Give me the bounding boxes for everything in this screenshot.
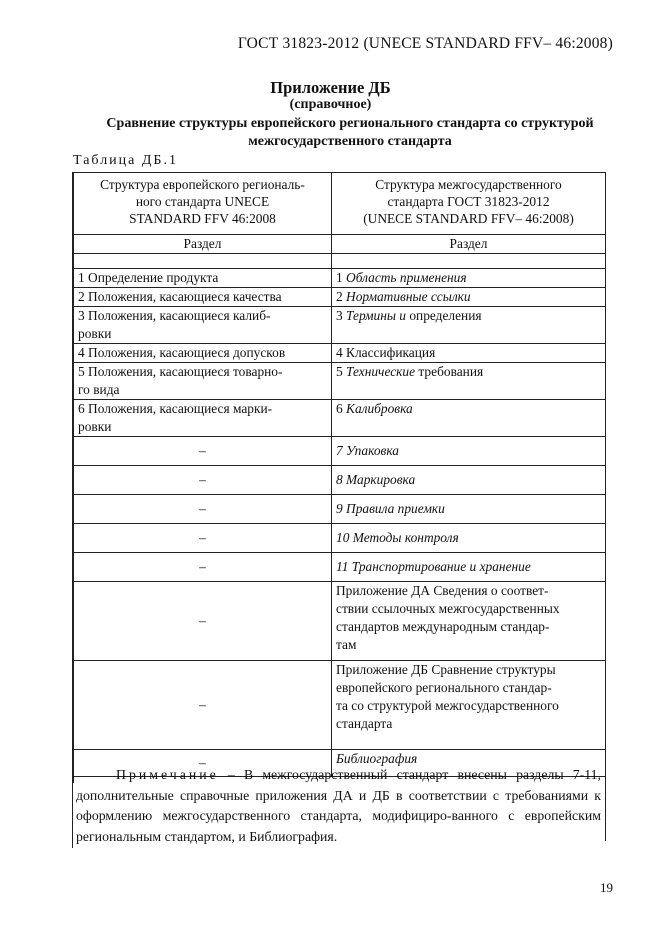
- section-number: 1: [336, 270, 347, 285]
- cell-european-section: –: [74, 495, 332, 524]
- table-row: [74, 307, 606, 344]
- section-title-italic: Калибровка: [346, 401, 413, 416]
- cell-interstate-section: [332, 269, 606, 288]
- section-title-italic: 11 Транспортирование и хранение: [336, 559, 531, 574]
- section-title: определения: [405, 308, 482, 323]
- cell-european-section: –: [74, 750, 332, 777]
- appendix-subtitle: [70, 115, 630, 151]
- cell-interstate-section: [332, 582, 606, 661]
- cell-european-section: 2 Положения, касающиеся качества: [74, 288, 332, 307]
- table-row: [74, 582, 606, 661]
- section-title: Классификация: [346, 345, 436, 360]
- cell-interstate-section: [332, 400, 606, 437]
- section-title: Приложение ДА Сведения о соответ- ствии ссылочных межгосударственных стандартов международным стандар- там: [336, 583, 560, 652]
- cell-interstate-section: [332, 524, 606, 553]
- section-title-italic: Область применения: [346, 270, 467, 285]
- table-row: [74, 363, 606, 400]
- column-header-european-text: Структура европейского региональ- ного стандарта UNECE STANDARD FFV 46:2008: [100, 177, 305, 226]
- spacer-cell-right: [332, 254, 606, 269]
- table-row: [74, 269, 606, 288]
- section-title-italic: 8 Маркировка: [336, 472, 416, 487]
- cell-european-section: –: [74, 582, 332, 661]
- note-text: – В межгосударственный стандарт внесены разделы 7-11, дополнительные справочные приложения ДА и ДБ в соответствии с требованиями к оформлению межгосударственного стандарта, модифициро-ванного с европейским региональным стандартом, и Библиография.: [76, 767, 601, 844]
- column-header-european: [74, 173, 332, 235]
- section-title-italic: Технические: [346, 364, 416, 379]
- table-caption: Таблица ДБ.1: [73, 153, 178, 168]
- cell-interstate-section: [332, 495, 606, 524]
- section-title-italic: 7 Упаковка: [336, 443, 399, 458]
- cell-european-section: 4 Положения, касающиеся допусков: [74, 344, 332, 363]
- cell-european-section: 5 Положения, касающиеся товарно- го вида: [74, 363, 332, 400]
- appendix-subtitle-line1: Сравнение структуры европейского регионального стандарта со структурой: [106, 116, 594, 131]
- cell-european-section: –: [74, 437, 332, 466]
- cell-european-section: 3 Положения, касающиеся калиб- ровки: [74, 307, 332, 344]
- section-number: 4: [336, 345, 347, 360]
- section-number: 6: [336, 401, 347, 416]
- table-row: [74, 524, 606, 553]
- column-header-interstate-text: Структура межгосударственного стандарта ГОСТ 31823-2012 (UNECE STANDARD FFV– 46:2008): [363, 177, 574, 226]
- appendix-title: Приложение ДБ: [270, 78, 391, 97]
- table-header-row: [74, 173, 606, 235]
- table-row: [74, 466, 606, 495]
- cell-european-section: –: [74, 524, 332, 553]
- comparison-table-frame: [72, 172, 606, 841]
- section-label-row: [74, 235, 606, 254]
- table-row: [74, 400, 606, 437]
- spacer-cell-left: [74, 254, 332, 269]
- cell-interstate-section: [332, 344, 606, 363]
- cell-interstate-section: [332, 437, 606, 466]
- section-title-italic: 9 Правила приемки: [336, 501, 445, 516]
- cell-interstate-section: [332, 661, 606, 750]
- cell-european-section: –: [74, 466, 332, 495]
- section-title: требования: [415, 364, 484, 379]
- section-title-italic: 10 Методы контроля: [336, 530, 459, 545]
- section-number: 2: [336, 289, 347, 304]
- section-number: 5: [336, 364, 347, 379]
- cell-european-section: –: [74, 661, 332, 750]
- appendix-subtitle-line2: межгосударственного стандарта: [248, 134, 452, 149]
- page-number: 19: [600, 880, 613, 895]
- section-label-left: Раздел: [74, 235, 332, 254]
- cell-interstate-section: [332, 307, 606, 344]
- note-label: Примечание: [116, 767, 219, 782]
- table-row: [74, 661, 606, 750]
- table-row: [74, 288, 606, 307]
- appendix-kind: (справочное): [289, 97, 372, 112]
- cell-european-section: –: [74, 553, 332, 582]
- cell-european-section: 6 Положения, касающиеся марки- ровки: [74, 400, 332, 437]
- table-row: [74, 437, 606, 466]
- section-title: Приложение ДБ Сравнение структуры европейского регионального стандар- та со структурой межгосударственного стандарта: [336, 662, 559, 731]
- section-title-italic: Нормативные ссылки: [346, 289, 471, 304]
- column-header-interstate: [332, 173, 606, 235]
- cell-interstate-section: [332, 363, 606, 400]
- document-header: ГОСТ 31823-2012 (UNECE STANDARD FFV– 46:2008): [237, 35, 613, 52]
- cell-interstate-section: [332, 288, 606, 307]
- table-note: [76, 765, 601, 847]
- comparison-table: [73, 172, 606, 783]
- cell-interstate-section: [332, 553, 606, 582]
- section-title-italic: Библиография: [336, 751, 418, 766]
- cell-european-section: 1 Определение продукта: [74, 269, 332, 288]
- table-spacer-row: [74, 254, 606, 269]
- section-number: 3: [336, 308, 347, 323]
- table-row: [74, 344, 606, 363]
- table-row: [74, 553, 606, 582]
- table-row: [74, 495, 606, 524]
- cell-interstate-section: [332, 466, 606, 495]
- section-label-right: Раздел: [332, 235, 606, 254]
- section-title-italic: Термины и: [346, 308, 406, 323]
- table-left-rule-end: [72, 838, 73, 848]
